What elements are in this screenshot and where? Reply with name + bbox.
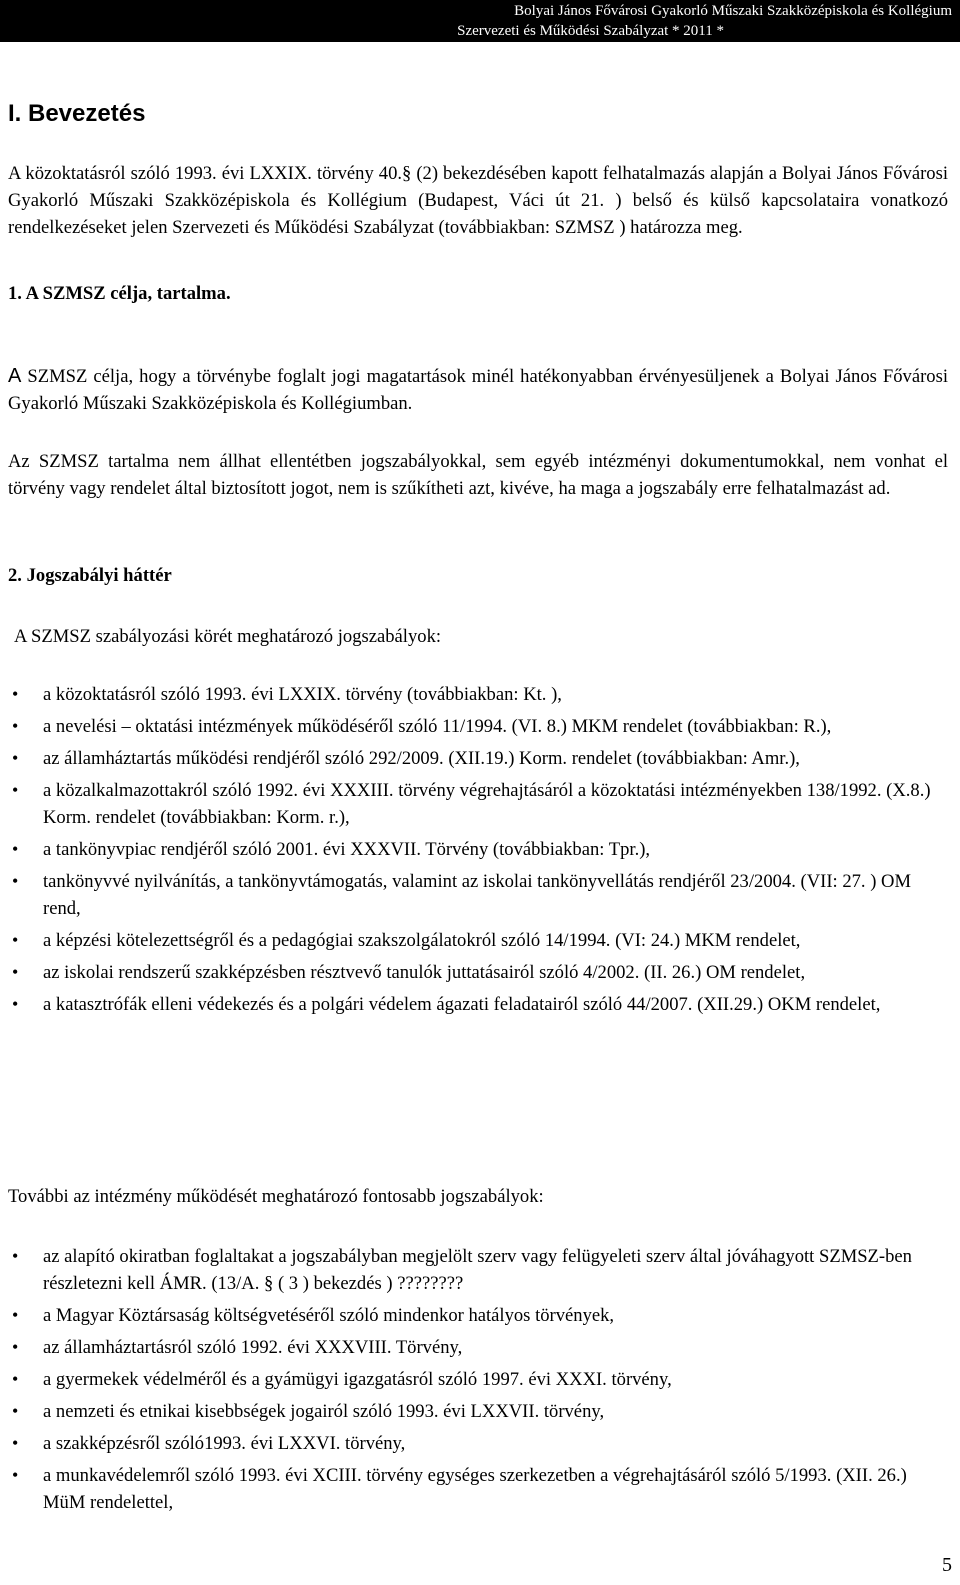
bullet-icon: • [12,994,19,1014]
list-item: • a katasztrófák elleni védekezés és a polgári védelem ágazati feladatairól szóló 44/2007. (XII.29.) OKM rendelet, [8,991,948,1018]
bullet-icon: • [12,930,19,950]
bullet-icon: • [12,748,19,768]
content-paragraph: Az SZMSZ tartalma nem állhat ellentétben jogszabályokkal, sem egyéb intézményi dokumentumokkal, nem vonhat el törvény vagy rendelet által biztosított jogot, nem is szűkítheti azt, kivéve, ha maga a jogszabály erre felhatalmazást ad. [8,451,948,499]
bullet-icon: • [12,1305,19,1325]
bullet-icon: • [12,780,19,800]
header-line-1: Bolyai János Fővárosi Gyakorló Műszaki Szakközépiskola és Kollégium [514,3,952,19]
list-item: • az államháztartásról szóló 1992. évi XXXVIII. Törvény, [8,1334,948,1361]
intro-paragraph: A közoktatásról szóló 1993. évi LXXIX. törvény 40.§ (2) bekezdésében kapott felhatalmazás alapján a Bolyai János Fővárosi Gyakorló Műszaki Szakközépiskola és Kollégium (Budapest, Váci út 21. ) belső és külső kapcsolataira vonatkozó rendelkezéseket jelen Szervezeti és Működési Szabályzat (továbbiakban: SZMSZ ) határozza meg. [8,163,948,238]
list-item: • a Magyar Köztársaság költségvetéséről szóló mindenkor hatályos törvények, [8,1302,948,1329]
purpose-text: SZMSZ célja, hogy a törvénybe foglalt jogi magatartások minél hatékonyabban érvényesüljenek a Bolyai János Fővárosi Gyakorló Műszaki Szakközépiskola és Kollégiumban. [8,366,948,414]
header-line-2: Szervezeti és Működési Szabályzat * 2011 * [457,23,724,39]
section-title: I. Bevezetés [8,100,146,127]
list-item: • az iskolai rendszerű szakképzésben résztvevő tanulók juttatásairól szóló 4/2002. (II. 26.) OM rendelet, [8,959,948,986]
purpose-first-letter: A [8,365,22,387]
legal-basis-list [8,681,948,1023]
list-item: • az államháztartás működési rendjéről szóló 292/2009. (XII.19.) Korm. rendelet (továbbiakban: Amr.), [8,745,948,772]
purpose-paragraph [8,363,948,417]
bullet-icon: • [12,839,19,859]
subsection-1-title: 1. A SZMSZ célja, tartalma. [8,283,231,304]
list-item: • a közalkalmazottakról szóló 1992. évi XXXIII. törvény végrehajtásáról a közoktatási intézményekben 138/1992. (X.8.) Korm. rendelet (továbbiakban: Korm. r.), [8,777,948,831]
list-item: • a gyermekek védelméről és a gyámügyi igazgatásról szóló 1997. évi XXXI. törvény, [8,1366,948,1393]
list-item: • tankönyvvé nyilvánítás, a tankönyvtámogatás, valamint az iskolai tankönyvellátás rendjéről 23/2004. (VII: 27. ) OM rend, [8,868,948,922]
bullet-icon: • [12,962,19,982]
list-item: • a tankönyvpiac rendjéről szóló 2001. évi XXXVII. Törvény (továbbiakban: Tpr.), [8,836,948,863]
bullet-icon: • [12,1337,19,1357]
list-item: • a képzési kötelezettségről és a pedagógiai szakszolgálatokról szóló 14/1994. (VI: 24.) MKM rendelet, [8,927,948,954]
bullet-icon: • [12,871,19,891]
bullet-icon: • [12,1246,19,1266]
list-item: • a szakképzésről szóló1993. évi LXXVI. törvény, [8,1430,948,1457]
list-item: • az alapító okiratban foglaltakat a jogszabályban megjelölt szerv vagy felügyeleti szerv által jóváhagyott SZMSZ-ben részletezni kell ÁMR. (13/A. § ( 3 ) bekezdés ) ???????? [8,1243,948,1297]
list-item: • a munkavédelemről szóló 1993. évi XCIII. törvény egységes szerkezetben a végrehajtásáról szóló 5/1993. (XII. 26.) MüM rendelettel, [8,1462,948,1516]
legal-basis-intro: A SZMSZ szabályozási körét meghatározó jogszabályok: [14,626,442,647]
bullet-icon: • [12,684,19,704]
further-list [8,1243,948,1521]
page-number: 5 [942,1554,952,1576]
running-header [0,0,960,42]
bullet-icon: • [12,1369,19,1389]
list-item: • a nemzeti és etnikai kisebbségek jogairól szóló 1993. évi LXXVII. törvény, [8,1398,948,1425]
bullet-icon: • [12,1465,19,1485]
bullet-icon: • [12,1401,19,1421]
list-item: • a nevelési – oktatási intézmények működéséről szóló 11/1994. (VI. 8.) MKM rendelet (továbbiakban: R.), [8,713,948,740]
bullet-icon: • [12,1433,19,1453]
further-intro: További az intézmény működését meghatározó fontosabb jogszabályok: [8,1186,544,1207]
subsection-2-title: 2. Jogszabályi háttér [8,565,172,586]
list-item: • a közoktatásról szóló 1993. évi LXXIX. törvény (továbbiakban: Kt. ), [8,681,948,708]
bullet-icon: • [12,716,19,736]
